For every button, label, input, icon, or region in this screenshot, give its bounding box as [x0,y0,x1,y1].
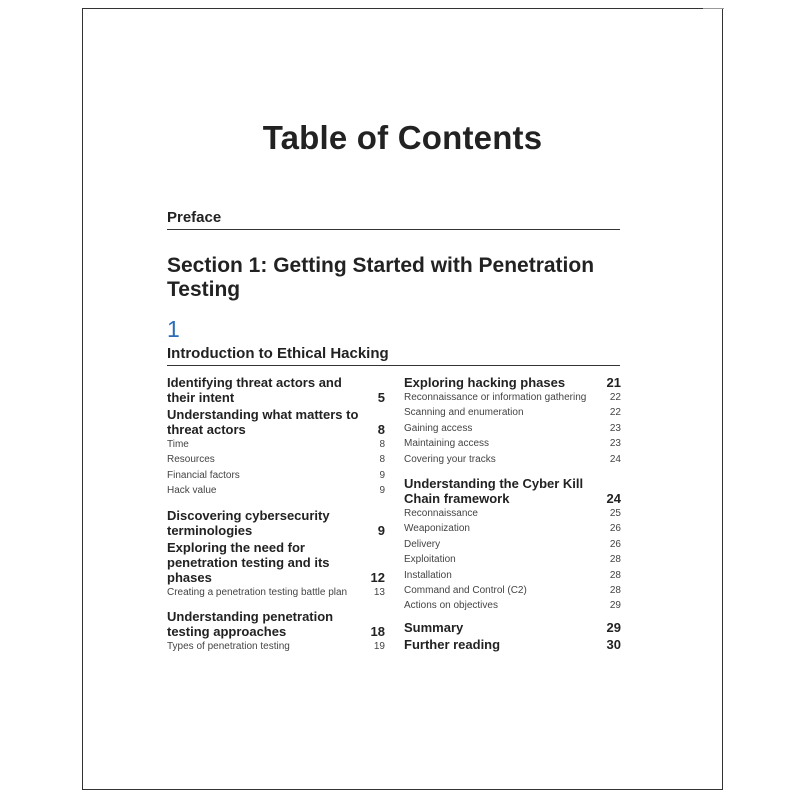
toc-entry-text: Weaponization [404,523,470,535]
section-title: Section 1: Getting Started with Penetration Testing [167,254,595,301]
toc-entry-text: Installation [404,569,452,581]
toc-entry-text: Command and Control (C2) [404,585,527,597]
toc-entry-text: Actions on objectives [404,600,498,612]
toc-subentry [404,583,621,598]
toc-subentry [404,452,621,467]
toc-subentry [167,437,385,452]
toc-entry [404,476,621,506]
toc-subentry [404,506,621,521]
toc-entry-text: Financial factors [167,469,240,481]
toc-subentry [404,421,621,436]
toc-entry-text: Gaining access [404,422,473,434]
toc-entry-page: 5 [377,390,385,405]
toc-entry-page: 28 [609,554,621,566]
toc-entry-page: 30 [606,636,621,652]
toc-entry-text: Discovering cybersecurity terminologies [167,507,330,538]
toc-entry-text: Identifying threat actors and their intent [167,375,342,405]
toc-entry-page: 26 [609,523,621,535]
toc-entry-page: 18 [370,624,385,640]
toc-entry-page: 28 [609,585,621,597]
toc-entry-page: 9 [379,485,385,497]
toc-entry-text: Reconnaissance or information gathering [404,392,587,403]
toc-entry [404,375,621,390]
toc-entry-text: Summary [404,619,464,635]
toc-entry-page: 19 [373,641,385,653]
toc-subentry [167,483,385,498]
toc-entry-page: 13 [373,586,385,598]
toc-subentry [167,585,385,600]
toc-entry-page: 9 [379,469,385,481]
toc-entry-page: 24 [606,491,621,507]
page-corner-mark [703,8,724,9]
chapter-number: 1 [167,316,180,342]
toc-entry-page: 12 [370,569,385,585]
page-title: Table of Contents [262,119,543,156]
toc-column-right [404,373,621,652]
toc-entry [167,407,385,437]
toc-subentry [167,639,385,654]
toc-entry-text: Understanding penetration testing approaches [167,609,334,640]
preface-heading: Preface [167,209,620,230]
toc-entry-text: Further reading [404,636,501,652]
toc-entry-page: 8 [379,439,385,450]
toc-entry-page: 9 [377,522,385,538]
toc-subentry [404,390,621,405]
toc-entry-text: Delivery [404,538,441,550]
toc-entry-page: 22 [609,392,621,403]
toc-subentry [404,405,621,420]
toc-entry [404,620,621,635]
toc-subentry [404,521,621,536]
toc-entry-text: Exploring the need for penetration testing and its phases [167,539,330,585]
toc-subentry [404,537,621,552]
toc-entry-text: Reconnaissance [404,508,478,520]
toc-entry-text: Resources [167,454,215,466]
toc-entry-page: 29 [606,619,621,635]
toc-entry-page: 8 [377,422,385,437]
toc-entry-text: Types of penetration testing [167,641,290,653]
toc-entry-text: Covering your tracks [404,453,496,465]
toc-column-left [167,373,385,654]
toc-entry-text: Hack value [167,485,217,497]
toc-entry-text: Scanning and enumeration [404,407,524,419]
toc-entry-page: 26 [609,538,621,550]
toc-subentry [167,452,385,467]
toc-subentry [404,552,621,567]
toc-entry [167,540,385,585]
toc-entry-page: 22 [609,407,621,419]
toc-entry-text: Time [167,439,189,450]
toc-entry-text: Maintaining access [404,438,490,450]
toc-subentry [404,436,621,451]
toc-entry-page: 24 [609,453,621,465]
toc-entry-text: Exploring hacking phases [404,375,566,390]
toc-entry [167,609,385,639]
toc-entry-page: 21 [606,375,621,390]
toc-entry-text: Understanding what matters to threat actors [167,407,359,437]
chapter-title: Introduction to Ethical Hacking [167,345,620,366]
toc-entry-page: 8 [379,454,385,466]
toc-entry-page: 23 [609,422,621,434]
toc-entry-text: Understanding the Cyber Kill Chain framework [404,476,584,507]
toc-entry [167,375,385,405]
toc-entry [404,637,621,652]
toc-entry-page: 23 [609,438,621,450]
document-page [82,8,723,790]
toc-entry-text: Exploitation [404,554,456,566]
toc-subentry [167,468,385,483]
toc-entry-text: Creating a penetration testing battle plan [167,586,348,598]
toc-entry-page: 25 [609,508,621,520]
toc-entry-page: 29 [609,600,621,612]
toc-subentry [404,598,621,613]
toc-entry-page: 28 [609,569,621,581]
toc-entry [167,508,385,538]
toc-subentry [404,568,621,583]
